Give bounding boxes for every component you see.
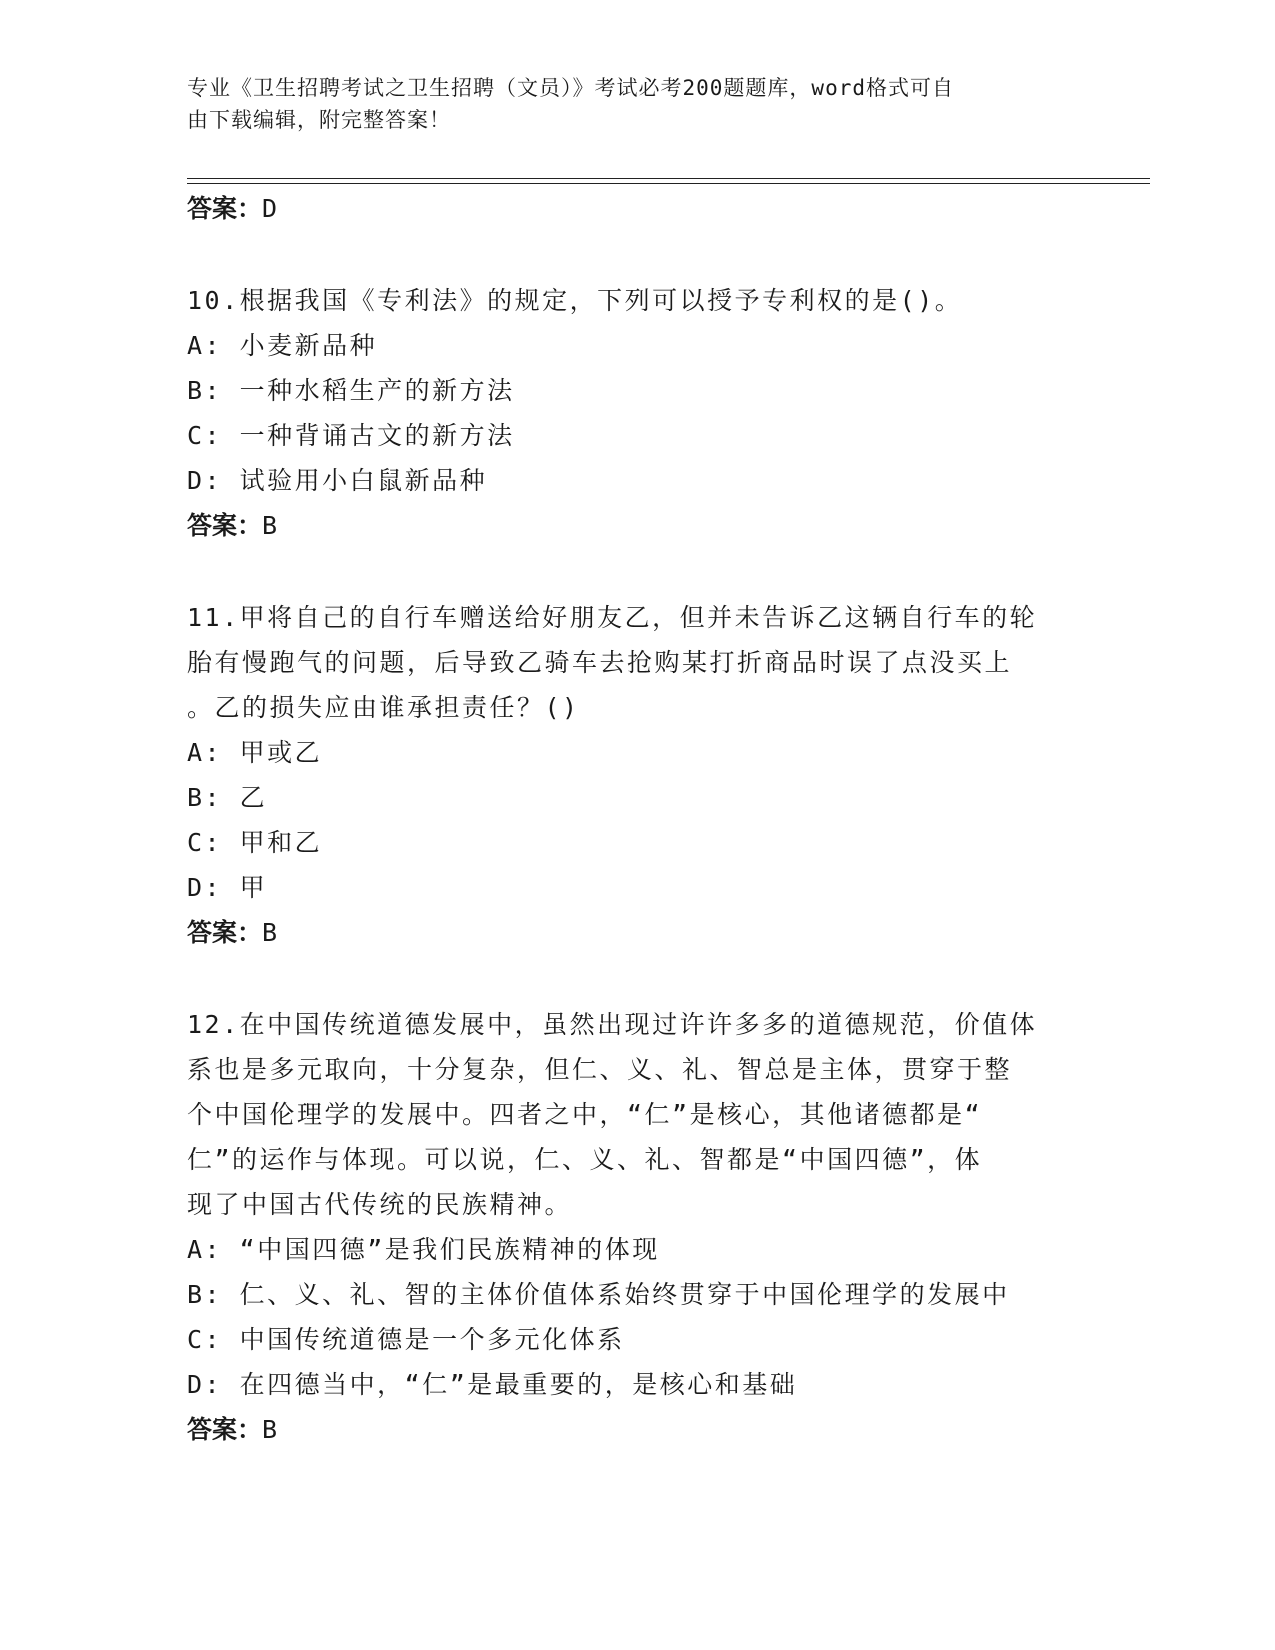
answer-label: 答案： xyxy=(187,1415,263,1444)
header-line-2: 由下载编辑，附完整答案！ xyxy=(187,108,451,132)
header-line-1: 专业《卫生招聘考试之卫生招聘（文员）》考试必考200题题库，word格式可自 xyxy=(187,76,954,100)
option-a: A: “中国四德”是我们民族精神的体现 xyxy=(187,1235,660,1264)
answer-label: 答案： xyxy=(187,511,263,540)
option-d: D: 试验用小白鼠新品种 xyxy=(187,466,488,495)
answer-line xyxy=(187,1407,1067,1453)
option-c: C: 一种背诵古文的新方法 xyxy=(187,421,515,450)
question-line: 个中国伦理学的发展中。四者之中，“仁”是核心，其他诸德都是“ xyxy=(187,1100,983,1129)
question-line: 。乙的损失应由谁承担责任？() xyxy=(187,693,580,722)
option-a: A: 小麦新品种 xyxy=(187,331,378,360)
question-text xyxy=(187,595,1067,730)
question-block xyxy=(187,278,1067,549)
header-divider-bottom xyxy=(187,183,1150,184)
question-text xyxy=(187,278,1067,323)
option-b: B: 一种水稻生产的新方法 xyxy=(187,376,515,405)
question-text xyxy=(187,1002,1067,1227)
question-line: 胎有慢跑气的问题，后导致乙骑车去抢购某打折商品时误了点没买上 xyxy=(187,648,1013,677)
answer-value: B xyxy=(262,511,278,540)
answer-label: 答案： xyxy=(187,194,263,223)
document-header xyxy=(187,72,1067,136)
answer-line xyxy=(187,910,1067,956)
option-a: A: 甲或乙 xyxy=(187,738,323,767)
question-block xyxy=(187,595,1067,956)
answer-line xyxy=(187,186,1067,232)
option-d: D: 甲 xyxy=(187,873,268,902)
header-divider-top xyxy=(187,178,1150,179)
question-line: 11.甲将自己的自行车赠送给好朋友乙，但并未告诉乙这辆自行车的轮 xyxy=(187,603,1038,632)
option-c: C: 中国传统道德是一个多元化体系 xyxy=(187,1325,625,1354)
answer-value: D xyxy=(262,194,278,223)
answer-value: B xyxy=(262,918,278,947)
option-b: B: 乙 xyxy=(187,783,268,812)
answer-line xyxy=(187,503,1067,549)
answer-value: B xyxy=(262,1415,278,1444)
answer-label: 答案： xyxy=(187,918,263,947)
question-list xyxy=(187,186,1067,1453)
question-line: 仁”的运作与体现。可以说，仁、义、礼、智都是“中国四德”，体 xyxy=(187,1145,983,1174)
question-block xyxy=(187,1002,1067,1453)
option-b: B: 仁、义、礼、智的主体价值体系始终贯穿于中国伦理学的发展中 xyxy=(187,1280,1010,1309)
question-line: 10.根据我国《专利法》的规定，下列可以授予专利权的是()。 xyxy=(187,286,963,315)
option-c: C: 甲和乙 xyxy=(187,828,323,857)
option-d: D: 在四德当中，“仁”是最重要的，是核心和基础 xyxy=(187,1370,798,1399)
question-line: 系也是多元取向，十分复杂，但仁、义、礼、智总是主体，贯穿于整 xyxy=(187,1055,1013,1084)
question-line: 现了中国古代传统的民族精神。 xyxy=(187,1190,573,1219)
question-line: 12.在中国传统道德发展中，虽然出现过许许多多的道德规范，价值体 xyxy=(187,1010,1038,1039)
